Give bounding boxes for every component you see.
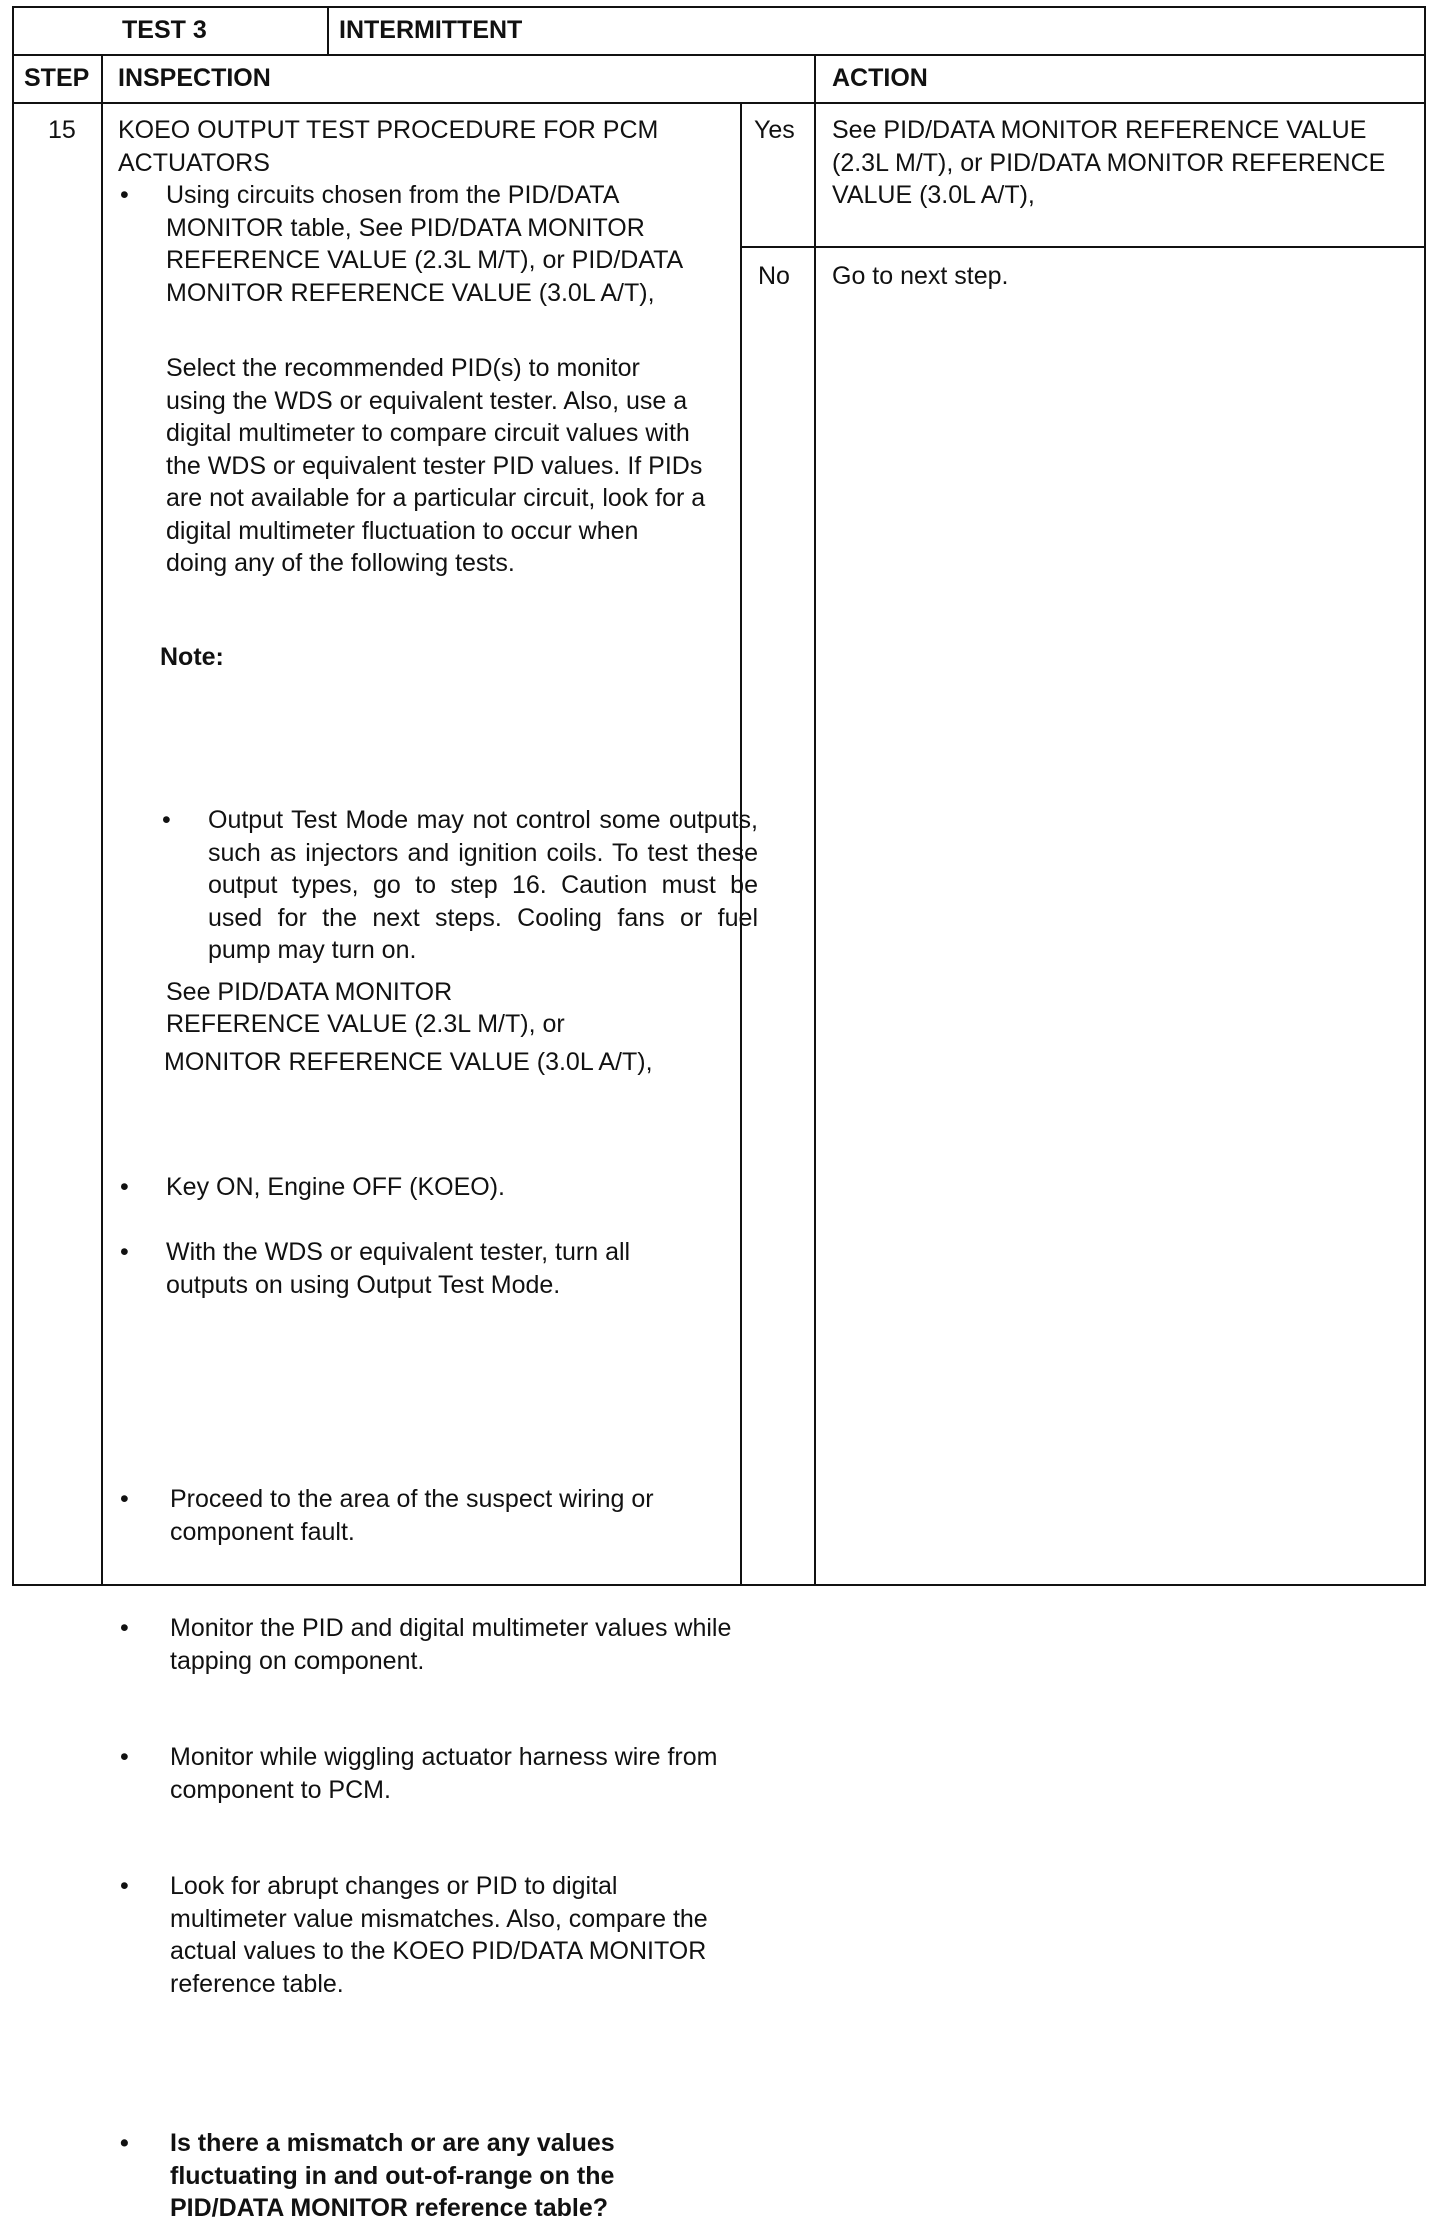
column-header-step: STEP [24, 64, 90, 92]
inspection-bullet-output-test: • With the WDS or equivalent tester, turn all outputs on using Output Test Mode. [118, 1236, 686, 1301]
inspection-question: • Is there a mismatch or are any values fluctuating in and out-of-range on the PID/DATA MONITOR reference table? [118, 2127, 730, 2225]
inspection-bullet-key-on: • Key ON, Engine OFF (KOEO). [118, 1171, 736, 1204]
inspection-bullet-circuits: • Using circuits chosen from the PID/DATA MONITOR table, See PID/DATA MONITOR REFERENCE VALUE (2.3L M/T), or PID/DATA MONITOR REFERENCE VALUE (3.0L A/T), [118, 179, 726, 309]
inspection-paragraph: Select the recommended PID(s) to monitor using the WDS or equivalent tester. Also, use a digital multimeter to compare circuit values with the WDS or equivalent tester PID values. If PIDs are not available for a particular circuit, look for a digital multimeter fluctuation to occur when doing any of the following tests. [166, 354, 706, 577]
inspection-title: KOEO OUTPUT TEST PROCEDURE FOR PCM ACTUATORS [118, 116, 659, 177]
column-header-action: ACTION [832, 64, 928, 92]
header-label-divider [327, 8, 329, 54]
yes-no-divider-rule [740, 246, 1424, 248]
answer-yes-action: See PID/DATA MONITOR REFERENCE VALUE (2.3L M/T), or PID/DATA MONITOR REFERENCE VALUE (3.0L A/T), [832, 116, 1386, 209]
note-bullet: • Output Test Mode may not control some outputs, such as injectors and ignition coils. To test these output types, go to step 16. Caution must be used for the next steps. Cooling fans or fuel pump may turn on. [160, 804, 758, 967]
inspection-bullet-proceed: • Proceed to the area of the suspect wiring or component fault. [118, 1483, 730, 1548]
inspection-action-divider [814, 54, 816, 1584]
diagnostic-table [12, 6, 1426, 2222]
step-number: 15 [48, 116, 76, 144]
inspection-bullet-abrupt-changes: • Look for abrupt changes or PID to digital multimeter value mismatches. Also, compare the actual values to the KOEO PID/DATA MONITOR reference table. [118, 1870, 730, 2000]
see-reference-line-2: REFERENCE VALUE (2.3L M/T), or [166, 1010, 565, 1038]
answer-yes-label: Yes [754, 116, 795, 144]
note-label: Note: [160, 643, 224, 671]
inspection-bullet-wiggling: • Monitor while wiggling actuator harness wire from component to PCM. [118, 1741, 770, 1806]
answer-no-label: No [758, 262, 790, 290]
header-bottom-rule [14, 54, 1424, 56]
column-header-inspection: INSPECTION [118, 64, 271, 92]
test-name: INTERMITTENT [339, 16, 523, 44]
step-column-divider [101, 54, 103, 1584]
column-header-bottom-rule [14, 102, 1424, 104]
see-reference-line-1: See PID/DATA MONITOR [166, 978, 453, 1006]
answer-no-action: Go to next step. [832, 262, 1009, 290]
inspection-bullet-tapping: • Monitor the PID and digital multimeter values while tapping on component. [118, 1612, 770, 1677]
see-reference-line-3: MONITOR REFERENCE VALUE (3.0L A/T), [164, 1048, 653, 1076]
test-label: TEST 3 [122, 16, 207, 44]
